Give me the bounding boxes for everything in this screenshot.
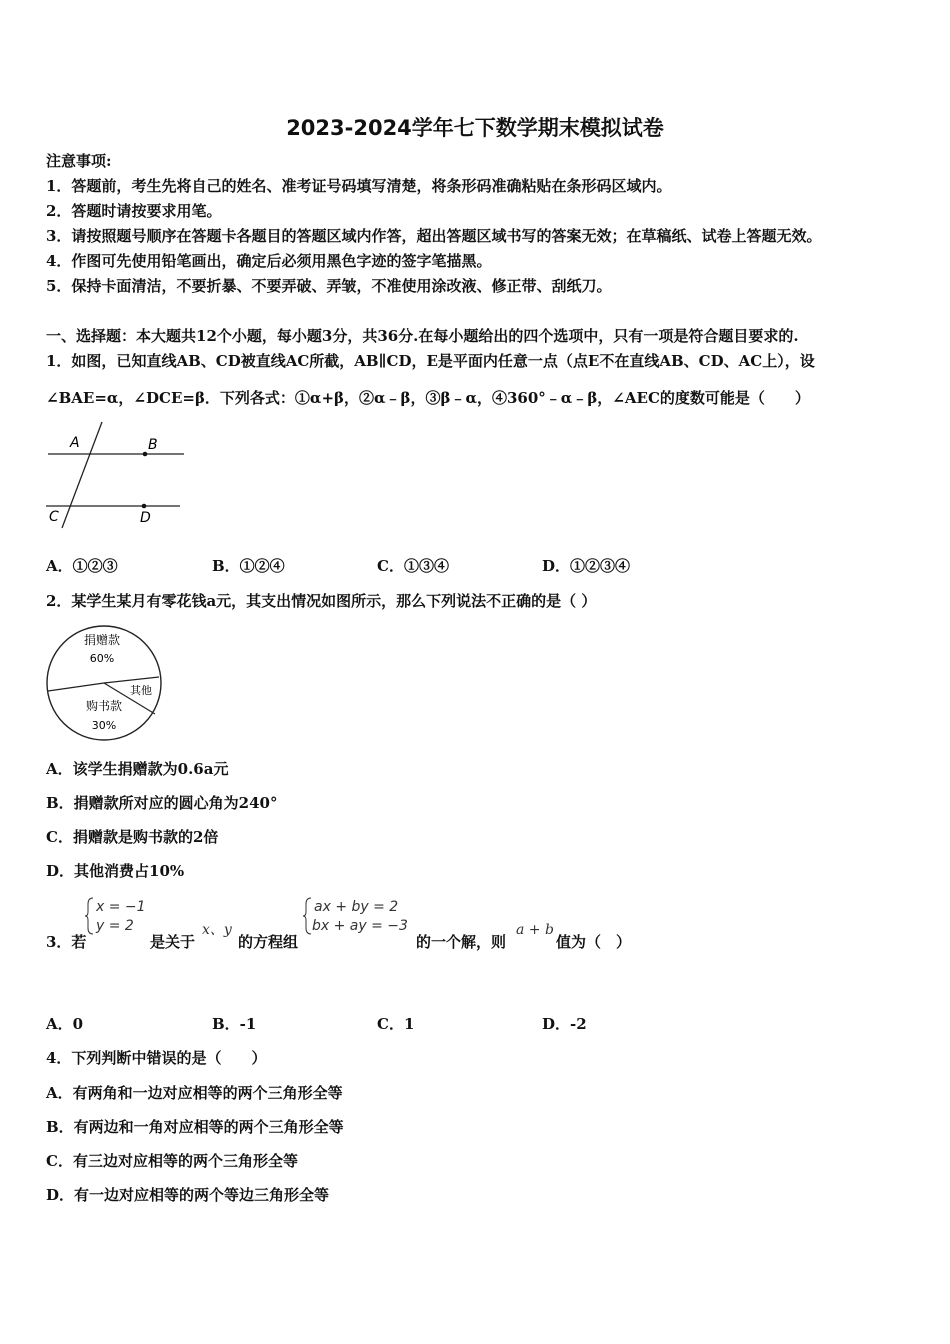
q2-option-b: B．捐赠款所对应的圆心角为240° [46, 794, 278, 812]
q4-option-d: D．有一边对应相等的两个等边三角形全等 [46, 1186, 330, 1204]
q2-option-d: D．其他消费占10% [46, 862, 185, 880]
note-item-5: 5．保持卡面清洁，不要折暴、不要弄破、弄皱，不准使用涂改液、修正带、刮纸刀。 [46, 277, 612, 295]
q3-text-2: 的方程组 [238, 933, 299, 951]
q1-option-c: C．①③④ [377, 557, 449, 575]
label-b: B [148, 437, 158, 453]
page-title: 2023-2024学年七下数学期末模拟试卷 [286, 116, 664, 140]
q4-option-a: A．有两角和一边对应相等的两个三角形全等 [46, 1084, 343, 1102]
q2-pie-chart [42, 622, 168, 742]
notes-heading: 注意事项: [46, 152, 112, 170]
q1-option-b: B．①②④ [212, 557, 285, 575]
q3-option-b: B．-1 [212, 1015, 257, 1033]
q3-sys1-eq1: x = −1 [96, 899, 146, 915]
q3-sys1-eq2: y = 2 [96, 918, 134, 934]
q1-stem-line2: ∠BAE=α，∠DCE=β．下列各式：①α+β，②α﹣β，③β﹣α，④360°﹣α﹣β，∠AEC的度数可能是（ ） [46, 389, 810, 407]
pie-label-books: 购书款 [85, 699, 123, 713]
label-a: A [70, 435, 80, 451]
pie-value-donate: 60% [89, 652, 115, 665]
pie-divider-2 [104, 677, 159, 683]
note-item-2: 2．答题时请按要求用笔。 [46, 202, 222, 220]
q2-option-a: A．该学生捐赠款为0.6a元 [46, 760, 229, 778]
point-b [143, 452, 148, 457]
q3-option-c: C．1 [377, 1015, 415, 1033]
q3-text-3: 的一个解，则 [416, 933, 507, 951]
q3-system-1 [84, 895, 148, 939]
q2-option-c: C．捐赠款是购书款的2倍 [46, 828, 219, 846]
note-item-3: 3．请按照题号顺序在答题卡各题目的答题区域内作答，超出答题区域书写的答案无效；在草稿纸、试卷上答题无效。 [46, 227, 822, 245]
q3-option-a: A．0 [46, 1015, 84, 1033]
brace-icon [303, 898, 311, 934]
pie-divider-1 [48, 683, 104, 691]
q1-option-a: A．①②③ [46, 557, 118, 575]
q1-parallel-lines-figure [42, 418, 188, 530]
q3-system-2 [302, 895, 416, 939]
q3-expr: a + b [516, 922, 554, 938]
q3-prefix: 3．若 [46, 933, 87, 951]
note-item-4: 4．作图可先使用铅笔画出，确定后必须用黑色字迹的签字笔描黑。 [46, 252, 492, 270]
q3-sys2-eq2: bx + ay = −3 [312, 918, 408, 934]
q3-suffix: 值为（ ） [556, 933, 632, 951]
q1-stem-line1: 1．如图，已知直线AB、CD被直线AC所截，AB∥CD，E是平面内任意一点（点E不在直线AB、CD、AC上），设 [46, 352, 815, 370]
label-d: D [140, 510, 151, 526]
q2-stem: 2．某学生某月有零花钱a元，其支出情况如图所示，那么下列说法不正确的是（ ） [46, 592, 597, 610]
note-item-1: 1．答题前，考生先将自己的姓名、准考证号码填写清楚，将条形码准确粘贴在条形码区域内。 [46, 177, 672, 195]
pie-label-donate: 捐赠款 [83, 633, 121, 647]
line-ac [62, 422, 102, 528]
q4-option-c: C．有三边对应相等的两个三角形全等 [46, 1152, 298, 1170]
q4-option-b: B．有两边和一角对应相等的两个三角形全等 [46, 1118, 344, 1136]
brace-icon [85, 898, 93, 934]
pie-label-other: 其他 [130, 684, 152, 697]
label-c: C [49, 509, 59, 525]
q3-text-1: 是关于 [150, 933, 196, 951]
q3-sys2-eq1: ax + by = 2 [314, 899, 399, 915]
point-d [142, 504, 147, 509]
q3-option-d: D．-2 [542, 1015, 587, 1033]
q3-vars: x、y [202, 922, 232, 938]
section-heading: 一、选择题：本大题共12个小题，每小题3分，共36分.在每小题给出的四个选项中，只有一项是符合题目要求的. [46, 327, 799, 345]
q1-option-d: D．①②③④ [542, 557, 631, 575]
q4-stem: 4．下列判断中错误的是（ ） [46, 1049, 267, 1067]
pie-value-books: 30% [91, 719, 117, 732]
